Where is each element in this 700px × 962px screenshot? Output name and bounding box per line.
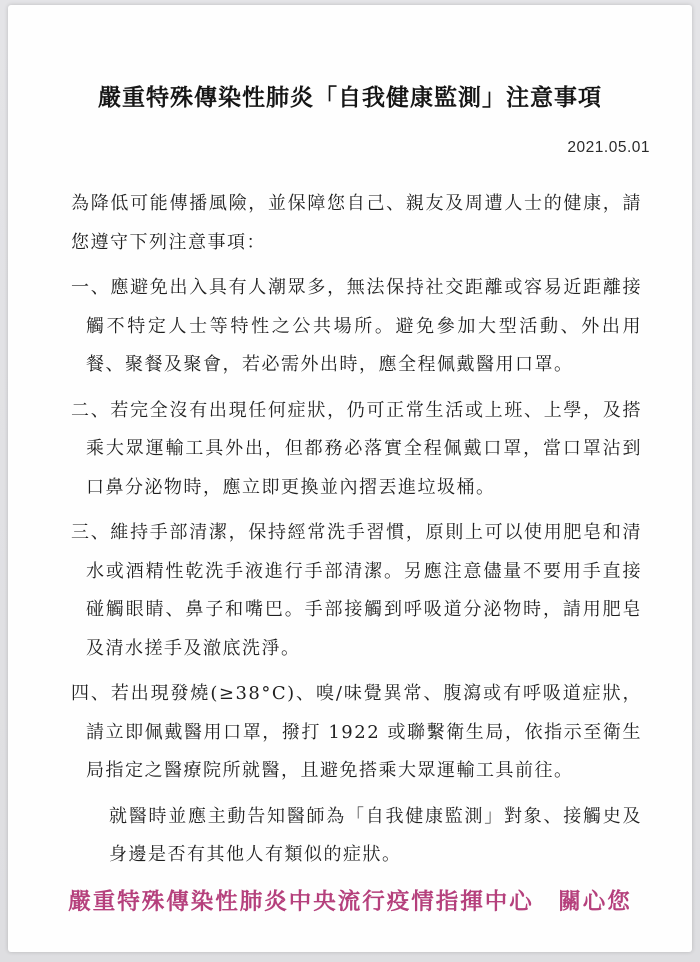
notice-item-1 [71,269,642,385]
intro-paragraph: 為降低可能傳播風險，並保障您自己、親友及周遭人士的健康，請您遵守下列注意事項： [71,193,642,253]
notice-item-4 [71,675,642,791]
notice-item-2 [71,392,642,508]
notice-item-3 [71,514,642,668]
item-3-text: 維持手部清潔，保持經常洗手習慣，原則上可以使用肥皂和清水或酒精性乾洗手液進行手部清潔。另應注意儘量不要用手直接碰觸眼睛、鼻子和嘴巴。手部接觸到呼吸道分泌物時，請用肥皂及清水搓手及澈底洗淨。 [86,522,643,659]
item-4-marker: 四、 [71,683,111,704]
item-3-marker: 三、 [71,522,111,543]
document-title: 嚴重特殊傳染性肺炎「自我健康監測」注意事項 [98,84,602,111]
document-body [71,185,642,875]
item-2-text: 若完全沒有出現任何症狀，仍可正常生活或上班、上學，及搭乘大眾運輸工具外出，但都務必落實全程佩戴口罩，當口罩沾到口鼻分泌物時，應立即更換並內摺丟進垃圾桶。 [86,399,643,498]
item-1-marker: 一、 [71,277,111,298]
item-1-text: 應避免出入具有人潮眾多，無法保持社交距離或容易近距離接觸不特定人士等特性之公共場所。避免參加大型活動、外出用餐、聚餐及聚會，若必需外出時，應全程佩戴醫用口罩。 [86,277,643,375]
item-4-text: 若出現發燒(≥38°C)、嗅/味覺異常、腹瀉或有呼吸道症狀，請立即佩戴醫用口罩，撥打 1922 或聯繫衛生局，依指示至衛生局指定之醫療院所就醫，且避免搭乘大眾運輸工具前往。 [86,683,642,781]
closing-paragraph: 就醫時並應主動告知醫師為「自我健康監測」對象、接觸史及身邊是否有其他人有類似的症狀。 [109,805,642,865]
document-date: 2021.05.01 [567,139,650,156]
footer-slogan: 嚴重特殊傳染性肺炎中央流行疫情指揮中心 關心您 [68,888,632,915]
item-2-marker: 二、 [71,399,111,421]
document-page [8,5,692,952]
